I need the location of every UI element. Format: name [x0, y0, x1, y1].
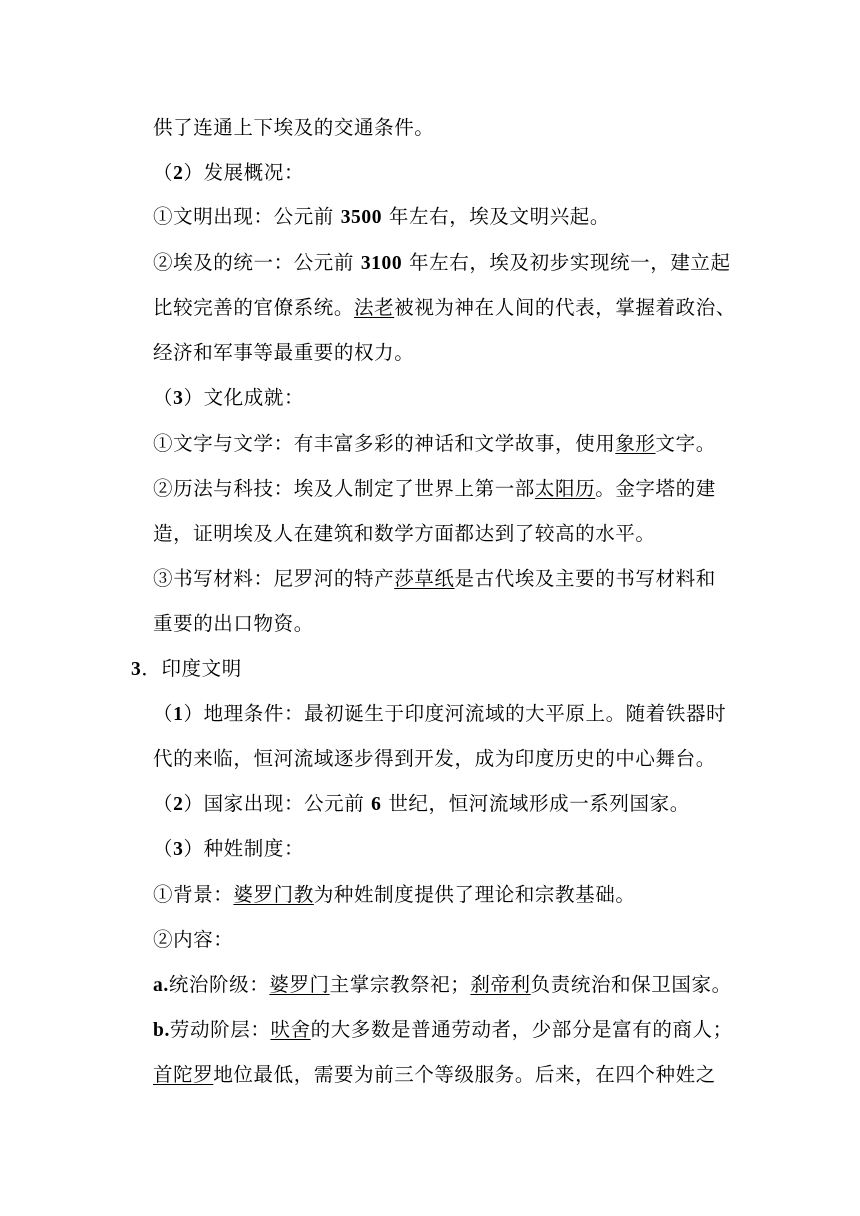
text-segment: ①文明出现：公元前 3500 年左右，埃及文明兴起。: [153, 205, 611, 228]
text-segment: 文字。: [655, 432, 716, 455]
underlined-term: 象形: [615, 432, 656, 455]
text-segment: ②内容：: [153, 928, 234, 951]
text-segment: 经济和军事等最重要的权力。: [153, 341, 415, 364]
text-line: [153, 745, 716, 773]
text-line: [153, 1016, 733, 1045]
text-segment: a.统治阶级：: [153, 973, 270, 996]
text-segment: 代的来临，恒河流域逐步得到开发，成为印度历史的中心舞台。: [153, 747, 716, 770]
underlined-term: 婆罗门: [269, 973, 330, 996]
text-segment: （3）种姓制度：: [153, 837, 305, 860]
underlined-term: 首陀罗: [153, 1063, 214, 1086]
text-segment: （1）地理条件：最初诞生于印度河流域的大平原上。随着铁器时: [153, 702, 727, 725]
text-segment: 负责统治和保卫国家。: [530, 973, 732, 996]
text-segment: 主掌宗教祭祀；: [329, 973, 471, 996]
text-segment: ①文字与文学：有丰富多彩的神话和文学故事，使用: [153, 432, 616, 455]
underlined-term: 婆罗门教: [233, 883, 314, 906]
text-line: [153, 520, 656, 548]
section-heading: [153, 700, 726, 729]
text-line: [153, 881, 635, 909]
underlined-term: 莎草纸: [394, 567, 455, 590]
text-segment: 比较完善的官僚系统。: [153, 296, 355, 319]
chapter-heading: [131, 655, 242, 684]
underlined-term: 太阳历: [534, 477, 596, 500]
text-segment: 供了连通上下埃及的交通条件。: [153, 116, 435, 139]
text-segment: 是古代埃及主要的书写材料和: [454, 567, 716, 590]
section-heading: [153, 384, 304, 413]
text-line: [153, 249, 731, 278]
text-segment: 3．印度文明: [131, 657, 242, 680]
section-heading: [153, 159, 304, 188]
text-line: [153, 565, 716, 593]
text-line: [153, 475, 716, 503]
text-segment: 的大多数是普通劳动者，少部分是富有的商人；: [310, 1018, 733, 1041]
underlined-term: 吠舍: [270, 1018, 311, 1041]
text-line: [153, 971, 732, 1000]
text-segment: （2）国家出现：公元前 6 世纪，恒河流域形成一系列国家。: [153, 792, 690, 815]
text-line: [153, 294, 736, 322]
underlined-term: 刹帝利: [470, 973, 531, 996]
text-segment: 造，证明埃及人在建筑和数学方面都达到了较高的水平。: [153, 522, 656, 545]
text-segment: ②历法与科技：埃及人制定了世界上第一部: [153, 477, 535, 500]
text-segment: ③书写材料：尼罗河的特产: [153, 567, 395, 590]
text-line: [153, 203, 610, 232]
section-heading: [153, 835, 304, 864]
text-segment: 地位最低，需要为前三个等级服务。后来，在四个种姓之: [213, 1063, 716, 1086]
text-segment: 重要的出口物资。: [153, 612, 314, 635]
underlined-term: 法老: [354, 296, 395, 319]
text-segment: ①背景：: [153, 883, 234, 906]
text-segment: ②埃及的统一：公元前 3100 年左右，埃及初步实现统一，建立起: [153, 251, 731, 274]
text-line: [153, 339, 414, 367]
text-segment: b.劳动阶层：: [153, 1018, 271, 1041]
text-segment: 为种姓制度提供了理论和宗教基础。: [313, 883, 636, 906]
text-line: [153, 1061, 716, 1089]
text-segment: （3）文化成就：: [153, 386, 305, 409]
text-line: [153, 430, 716, 458]
text-segment: （2）发展概况：: [153, 161, 305, 184]
text-line: [153, 610, 314, 638]
text-segment: 。金字塔的建: [595, 477, 716, 500]
text-line: [153, 114, 434, 142]
text-line: [153, 926, 233, 954]
section-heading: [153, 790, 690, 819]
text-segment: 被视为神在人间的代表，掌握着政治、: [394, 296, 736, 319]
